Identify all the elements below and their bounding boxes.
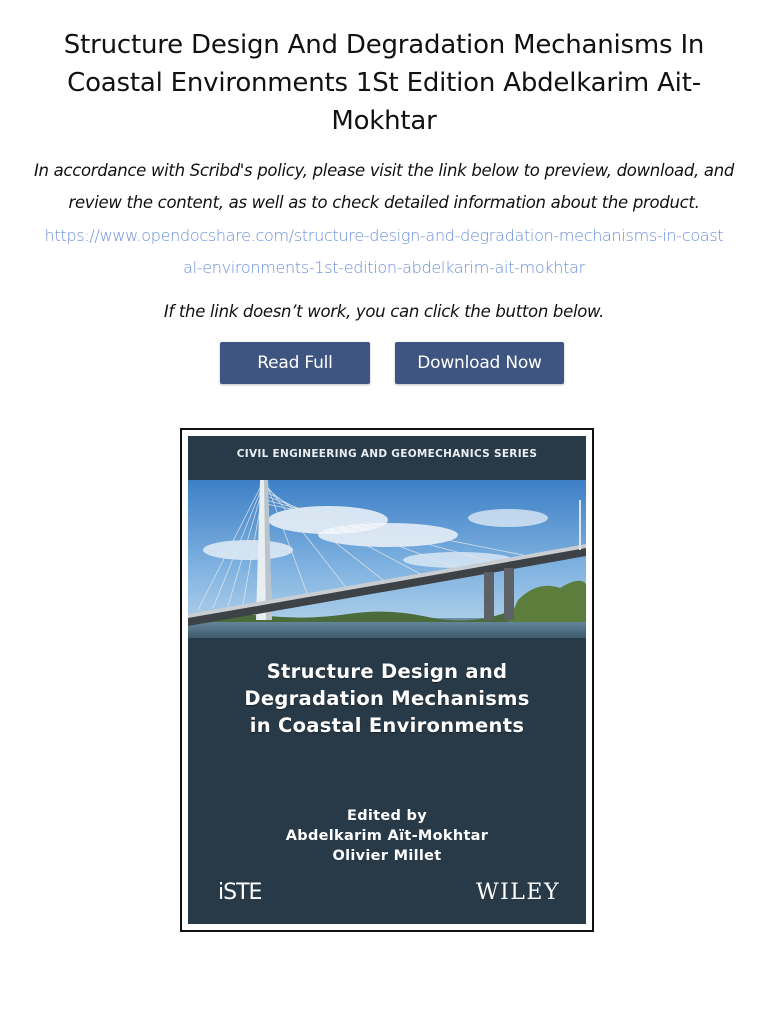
page-title: Structure Design And Degradation Mechanisms In Coastal Environments 1St Edition Abdelkarim Ait-Mokhtar [63,30,705,136]
download-now-button[interactable]: Download Now [395,342,564,384]
editor-name: Abdelkarim Aït-Mokhtar [285,828,489,844]
edited-by-label: Edited by [347,808,427,824]
read-full-button[interactable]: Read Full [220,342,370,384]
fallback-text: If the link doesn’t work, you can click the button below. [163,302,605,321]
product-link[interactable]: https://www.opendocshare.com/structure-design-and-degradation-mechanisms-in-coastal-environments-1st-edition-abdelkarim-ait-mokhtar [44,226,724,277]
bridge-photo [188,480,586,638]
cover-title-line: in Coastal Environments [249,714,525,737]
cover-title-line: Structure Design and [266,660,508,683]
policy-text: In accordance with Scribd's policy, please visit the link below to preview, download, and review the content, as well as to check detailed information about the product. [33,161,735,212]
book-cover [188,436,586,924]
cover-editors [188,806,586,866]
cover-series-label: CIVIL ENGINEERING AND GEOMECHANICS SERIES [236,448,538,460]
iste-logo: iSTE [218,880,262,905]
editor-name: Olivier Millet [332,848,442,864]
wiley-logo: WILEY [476,880,560,905]
cover-title [188,658,586,739]
book-cover-frame [180,428,594,932]
cover-title-line: Degradation Mechanisms [244,687,530,710]
